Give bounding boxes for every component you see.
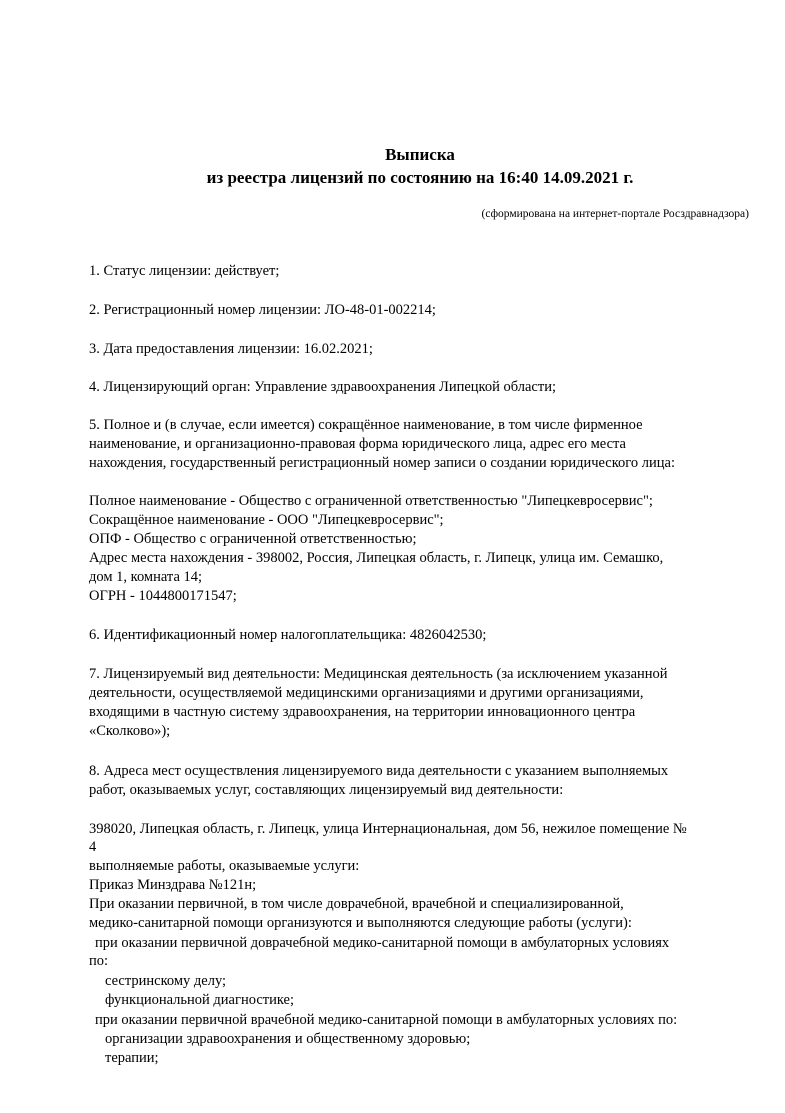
services-label: выполняемые работы, оказываемые услуги: — [89, 858, 360, 874]
license-status: 1. Статус лицензии: действует; — [89, 263, 280, 279]
services-intro: При оказании первичной, в том числе доврачебной, врачебной и специализированной, — [89, 896, 624, 912]
service-item: терапии; — [105, 1050, 159, 1066]
service-group-cont: по: — [89, 953, 109, 969]
service-group: при оказании первичной врачебной медико-санитарной помощи в амбулаторных условиях по: — [95, 1012, 678, 1028]
activity-line: входящими в частную систему здравоохранения, на территории инновационного центра — [89, 704, 636, 720]
activity-line: деятельности, осуществляемой медицинскими организациями и другими организациями, — [89, 685, 644, 701]
activity-line: 7. Лицензируемый вид деятельности: Медицинская деятельность (за исключением указанной — [89, 666, 668, 682]
org-ogrn: ОГРН - 1044800171547; — [89, 588, 237, 604]
service-item: сестринскому делу; — [105, 973, 227, 989]
org-inn: 6. Идентификационный номер налогоплательщика: 4826042530; — [89, 627, 487, 643]
org-full-name: Полное наименование - Общество с ограниченной ответственностью "Липецкевросервис"; — [89, 493, 653, 509]
org-address-cont: дом 1, комната 14; — [89, 569, 203, 585]
service-item: организации здравоохранения и общественному здоровью; — [105, 1031, 471, 1047]
name-heading-line: нахождения, государственный регистрационный номер записи о создании юридического лица: — [89, 455, 675, 471]
document-subtitle: из реестра лицензий по состоянию на 16:40 14.09.2021 г. — [206, 168, 634, 187]
address-line: 4 — [89, 839, 97, 855]
org-legal-form: ОПФ - Общество с ограниченной ответственностью; — [89, 531, 417, 547]
license-reg-number: 2. Регистрационный номер лицензии: ЛО-48-01-002214; — [89, 302, 436, 318]
licensing-authority: 4. Лицензирующий орган: Управление здравоохранения Липецкой области; — [89, 379, 556, 395]
name-heading-line: наименование, и организационно-правовая форма юридического лица, адрес его места — [89, 436, 626, 452]
generated-note: (сформирована на интернет-портале Росздравнадзора) — [481, 208, 749, 220]
license-date: 3. Дата предоставления лицензии: 16.02.2021; — [89, 341, 373, 357]
address-line: 398020, Липецкая область, г. Липецк, улица Интернациональная, дом 56, нежилое помещение № — [89, 821, 687, 837]
addresses-heading-line: работ, оказываемых услуг, составляющих лицензируемый вид деятельности: — [89, 782, 564, 798]
activity-line: «Сколково»); — [89, 723, 171, 739]
document-title: Выписка — [385, 145, 455, 164]
addresses-heading-line: 8. Адреса мест осуществления лицензируемого вида деятельности с указанием выполняемых — [89, 763, 669, 779]
org-address: Адрес места нахождения - 398002, Россия, Липецкая область, г. Липецк, улица им. Семашко, — [89, 550, 664, 566]
org-short-name: Сокращённое наименование - ООО "Липецкевросервис"; — [89, 512, 444, 528]
order-ref: Приказ Минздрава №121н; — [89, 877, 257, 893]
name-heading-line: 5. Полное и (в случае, если имеется) сокращённое наименование, в том числе фирменное — [89, 417, 643, 433]
service-group: при оказании первичной доврачебной медико-санитарной помощи в амбулаторных условиях — [95, 935, 670, 951]
service-item: функциональной диагностике; — [105, 992, 294, 1008]
services-intro: медико-санитарной помощи организуются и выполняются следующие работы (услуги): — [89, 915, 632, 931]
